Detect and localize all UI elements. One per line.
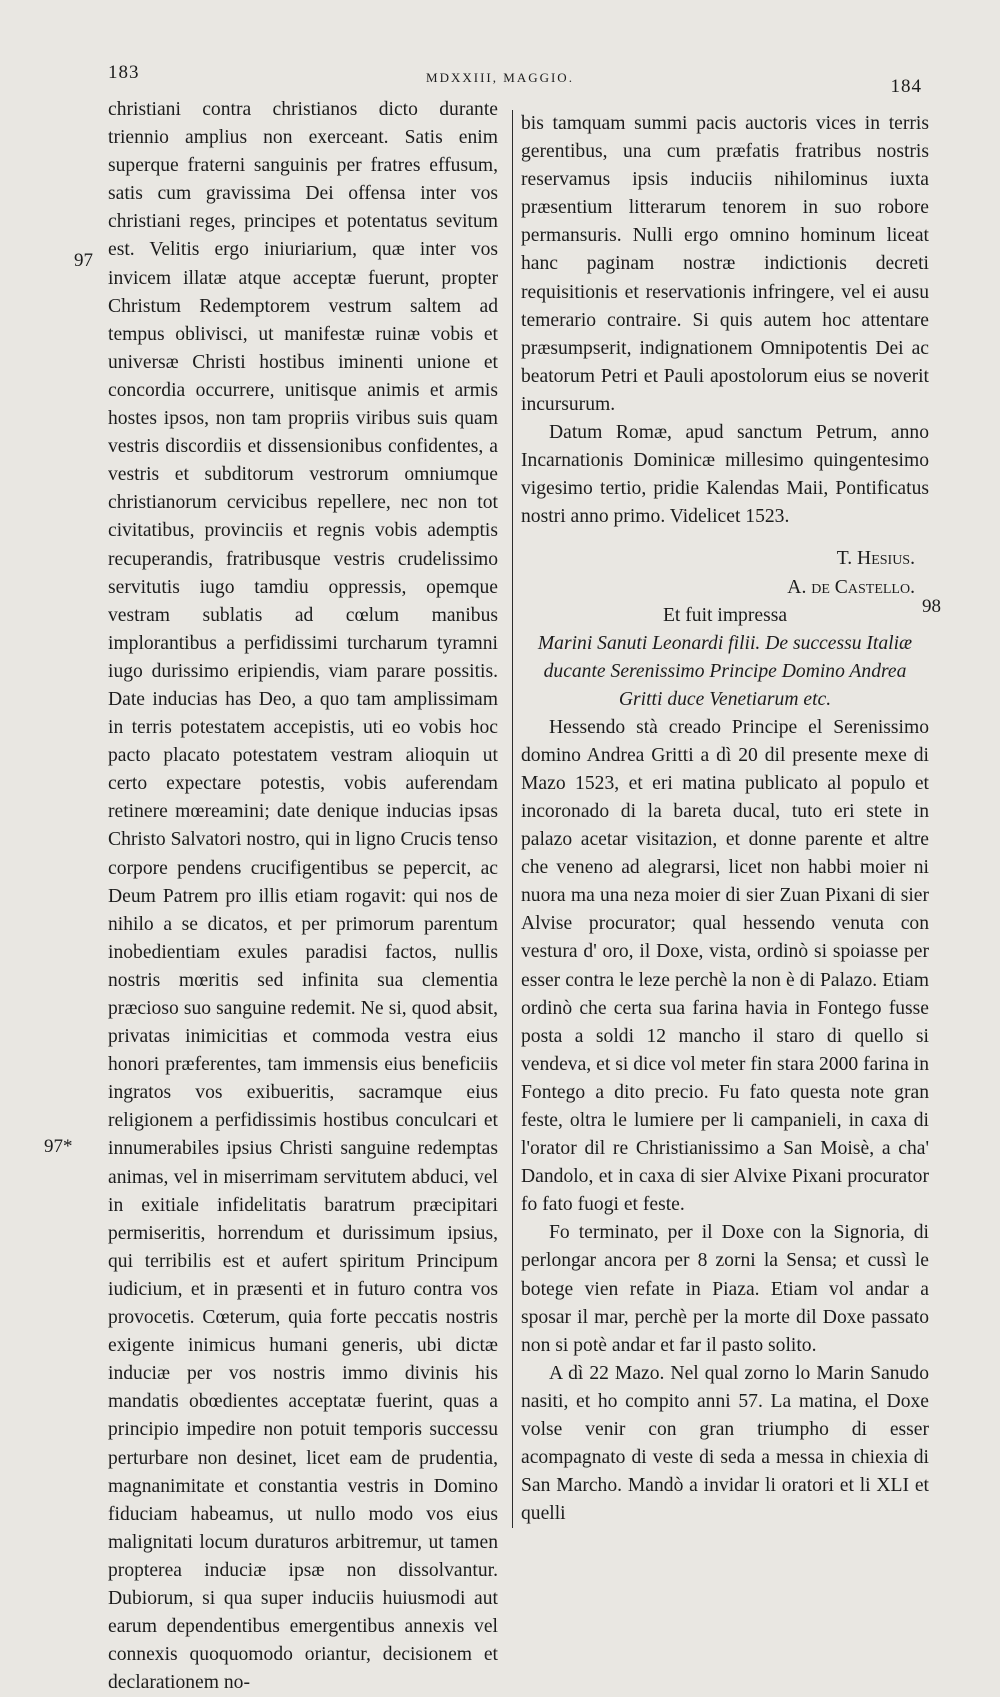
diary-paragraph-3: A dì 22 Mazo. Nel qual zorno lo Marin Sanudo nasiti, et ho compito anni 57. La matina, el Doxe volse venir con gran triumpho di esser acompagnato di veste di seda a messa in chiexia di San Marcho. Mandò a invidar li oratori et li XLI et quelli	[521, 1362, 929, 1525]
diary-paragraph-1: Hessendo stà creado Principe el Serenissimo domino Andrea Gritti a dì 20 dil presente mexe di Mazo 1523, et eri matina publicato al populo et incoronado di la bareta ducal, tuto eri stete in palazo acetar visitazion, et donne parente et altre che veneno ad alegrarsi, licet non habbi moier ni nuora ma una neza moier di sier Zuan Pixani di sier Alvise procurator; qual hessendo venuta con vestura d' oro, il Doxe, vista, ordinò si spoiasse per esser contra le leze perchè la non è di Palazo. Etiam ordinò che certa sua farina havia in Fontego fusse posta a soldi 12 mancho il staro di quello si vendeva, et si dice vol meter fin stara 2000 farina in Fontego a dito precio. Fu fato questa note gran feste, oltra le lumiere per li campanieli, in caxa di l'orator dil re Christianissimo a San Moisè, a cha' Dandolo, et in caxa di sier Alvixe Pixani procurator fo fato fuogi et feste.	[521, 716, 929, 1216]
section-title: Marini Sanuti Leonardi filii. De successu Italiæ ducante Serenissimo Principe Domino Andrea Gritti duce Venetiarum etc.	[537, 632, 913, 710]
dating-clause: Datum Romæ, apud sanctum Petrum, anno Incarnationis Dominicæ millesimo quingentesimo vigesimo tertio, pridie Kalendas Maii, Pontificatus nostri anno primo. Videlicet 1523.	[521, 422, 929, 528]
page-number-left: 183	[108, 62, 140, 83]
signature-hesius: T. Hesius.	[836, 548, 915, 570]
page-number-right: 184	[890, 76, 922, 97]
impressa-line: Et fuit impressa	[662, 604, 788, 626]
bull-conclusion: bis tamquam summi pacis auctoris vices in terris gerentibus, una cum præfatis fratribus nostris reservamus ipsis induciis nihilominus iuxta præsentium litterarum tenorem in suo robore permansuris. Nulli ergo omnino hominum liceat hanc paginam nostræ indictionis decreti requisitionis et reservationis infringere, vel ei ausu temerario contraire. Si quis autem hoc attentare præsumpserit, indignationem Omnipotentis Dei ac beatorum Petri et Pauli apostolorum eius se noverit incursurum.	[521, 113, 929, 415]
margin-note-left-top: 97	[74, 250, 93, 271]
left-column-text: christiani contra christianos dicto durante triennio amplius non exerceant. Satis enim superque fraterni sanguinis per fratres effusum, satis cum gravissima Dei offensa inter vos christiani reges, principes et potentatus sevitum est. Velitis ergo iniuriarium, quæ inter vos invicem illatæ atque acceptæ fuerunt, propter Christum Redemptorem vestrum saltem ad tempus oblivisci, ut manifestæ ruinæ vobis et universæ Christi hostibus iminenti unione et concordia occurrere, unitisque animis et armis hostes ipsos, non tam propriis viribus suis quam vestris discordiis et dissensionibus confidentes, a vestris et subditorum vestrorum omniumque christianorum cervicibus repellere, nec non tot civitatibus, provinciis et regnis vobis ademptis recuperandis, fratribusque vestris crudelissimo servitutis iugo tamdiu oppressis, opemque vestram sublatis ad cœlum manibus implorantibus a perfidissimi turcharum tyramni iugo durissimo eripiendis, viam parare possitis. Date inducias has Deo, a quo tam amplissimam in terris potestatem accepistis, uti eo vobis hoc pacto placato potestatem vestram alioquin ut certo expectare potestis, vobis auferendam retinere mœreamini; date denique inducias ipsas Christo Salvatori nostro, qui in ligno Crucis tenso corpore pendens crucifigentibus se pepercit, ac Deum Patrem pro illis etiam rogavit: qui nos de nihilo a se dicatos, et per primorum parentum inobedientiam exules paradisi factos, nullis nostris mœritis sed infinita sua clementia præcioso suo sanguine redemit. Ne si, quod absit, privatas inimicitias et commoda vestra eius honori præferentes, tam immensis eius beneficiis ingratos vos exibueritis, sacramque eius religionem a perfidissimis hostibus conculcari et innumerabiles ipsius Christi sanguine redemptas animas, vel in miserrimam servitutem abduci, vel in exitiale infidelitatis baratrum præcipitari permiseritis, horrendum et durissimum ipsius, qui terribilis est et aufert spiritum Principum iudicium, et in præsenti et in futuro contra vos provocetis. Cœterum, quia forte peccatis nostris exigente inimicus humani generis, ubi dictæ induciæ per vos nostris immo divinis his mandatis obœdientes acceptatæ fuerint, quas a principio impedire non potuit temporis successu perturbare non desinet, licet eam de prudentia, magnanimitate et constantia vestris in Domino fiduciam habeamus, ut nullo modo vos eius malignitati locum duraturos arbitremur, ut tamen propterea induciæ ipsæ non dissolvantur. Dubiorum, si qua super induciis huiusmodi aut earum dependentibus emergentibus annexis vel connexis quoquomodo oriantur, decisionem et declarationem no-	[108, 99, 498, 1694]
running-title: MDXXIII, MAGGIO.	[426, 70, 574, 85]
signature-castello: A. de Castello.	[787, 576, 915, 598]
margin-note-left-bottom: 97*	[44, 1136, 73, 1157]
left-column	[108, 96, 498, 1697]
margin-note-right: 98	[922, 596, 941, 617]
right-column	[512, 110, 929, 1528]
diary-paragraph-2: Fo terminato, per il Doxe con la Signoria, di perlongar ancora per 8 zorni la Sensa; et cussì le botege vien refate in Piaza. Etiam vol andar a sposar il mar, perchè per la morte dil Doxe passato non si potè andar et far il pasto solito.	[521, 1222, 929, 1356]
